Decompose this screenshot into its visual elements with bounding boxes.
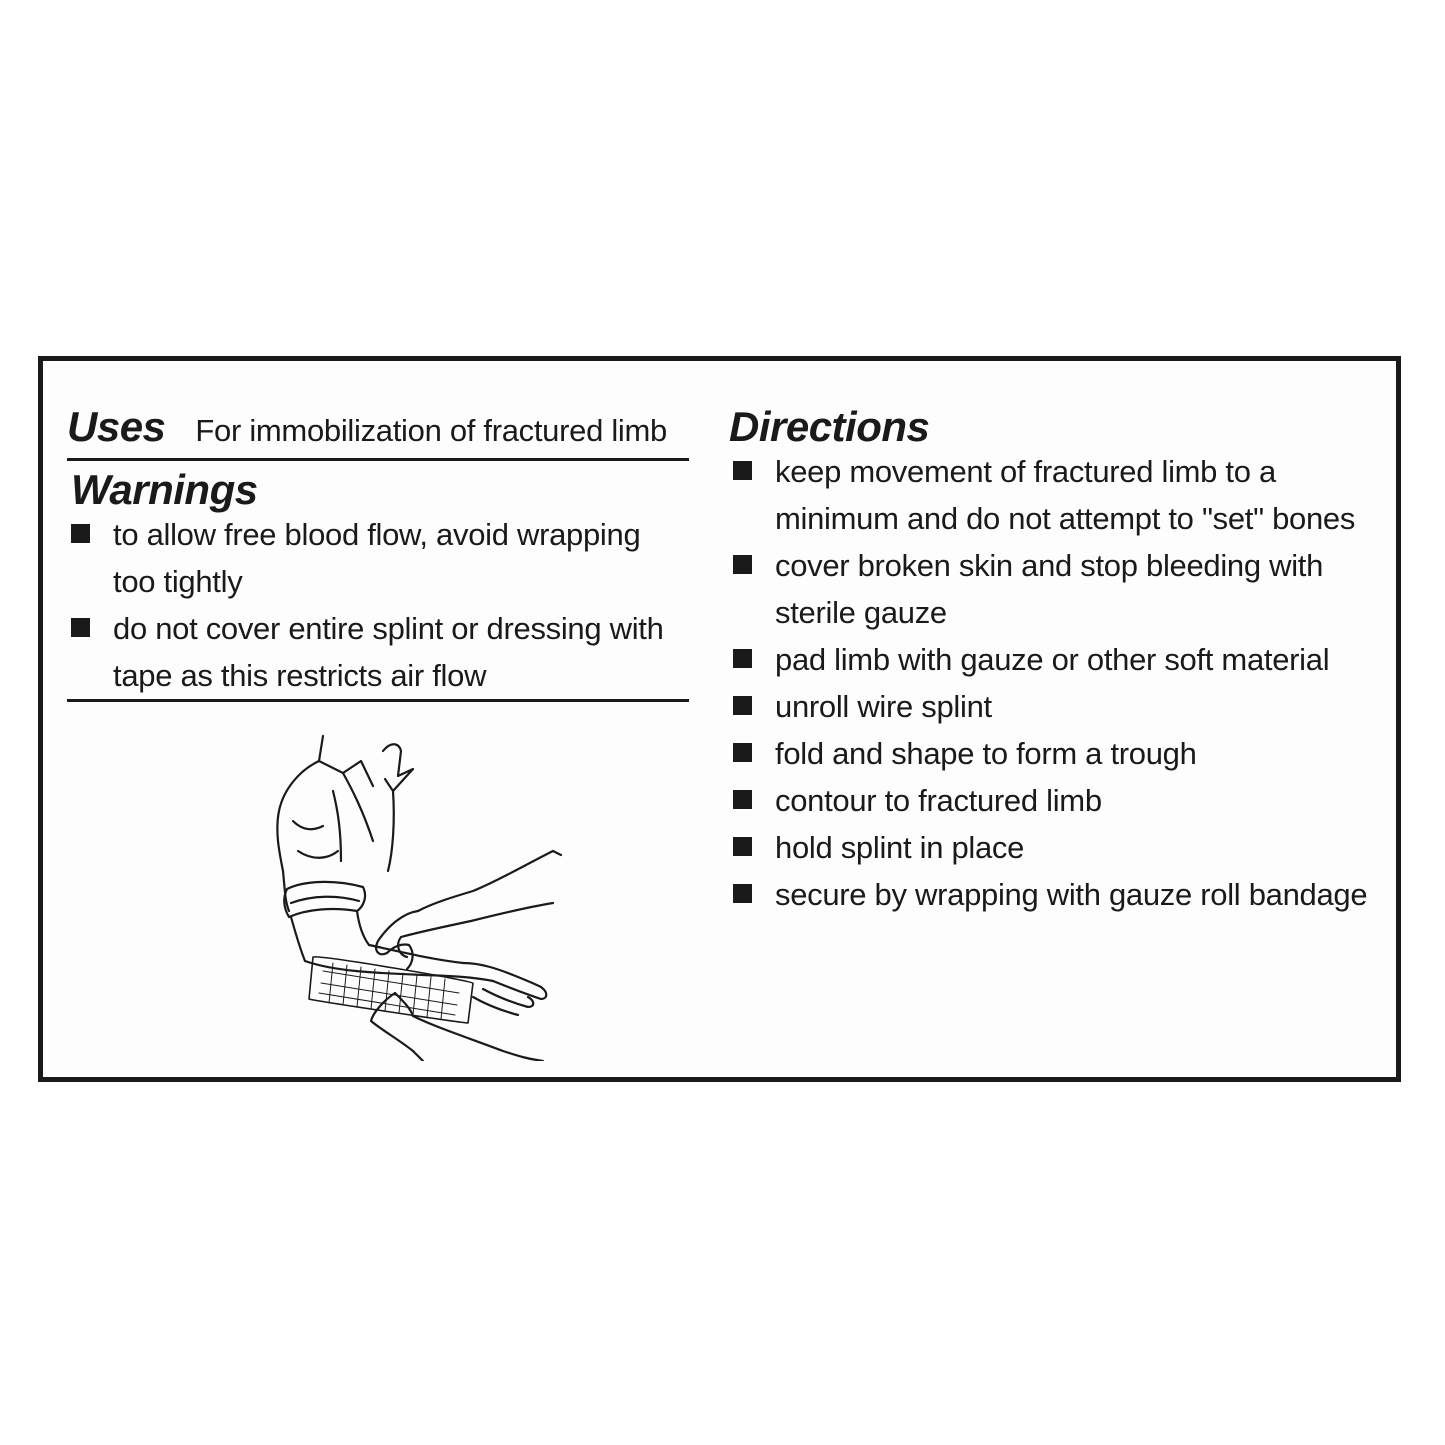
- bullet-square-icon: [71, 618, 90, 637]
- direction-item: [729, 777, 1389, 824]
- bullet-square-icon: [733, 884, 752, 903]
- left-column: [67, 403, 689, 702]
- uses-heading: Uses: [67, 403, 166, 450]
- direction-text: fold and shape to form a trough: [775, 736, 1197, 771]
- uses-text: For immobilization of fractured limb: [195, 413, 667, 448]
- direction-item: [729, 636, 1389, 683]
- splint-application-illustration-icon: [223, 731, 563, 1061]
- bullet-square-icon: [733, 555, 752, 574]
- bullet-square-icon: [733, 461, 752, 480]
- direction-text: contour to fractured limb: [775, 783, 1102, 818]
- direction-text: unroll wire splint: [775, 689, 992, 724]
- bullet-square-icon: [733, 743, 752, 762]
- directions-heading: Directions: [729, 403, 930, 450]
- direction-text: secure by wrapping with gauze roll bandage: [775, 877, 1368, 912]
- direction-text: hold splint in place: [775, 830, 1025, 865]
- warnings-heading: Warnings: [71, 466, 258, 513]
- direction-item: [729, 824, 1389, 871]
- direction-item: [729, 871, 1389, 918]
- warnings-list: [67, 511, 689, 699]
- bullet-square-icon: [733, 790, 752, 809]
- warning-item: [67, 605, 689, 699]
- divider: [67, 458, 689, 461]
- direction-text: cover broken skin and stop bleeding with sterile gauze: [775, 548, 1324, 630]
- direction-text: pad limb with gauze or other soft material: [775, 642, 1330, 677]
- drug-facts-panel: [38, 356, 1401, 1082]
- warning-item: [67, 511, 689, 605]
- bullet-square-icon: [733, 837, 752, 856]
- bullet-square-icon: [71, 524, 90, 543]
- direction-item: [729, 542, 1389, 636]
- warning-text: to allow free blood flow, avoid wrapping too tightly: [113, 517, 641, 599]
- direction-text: keep movement of fractured limb to a minimum and do not attempt to "set" bones: [775, 454, 1356, 536]
- direction-item: [729, 448, 1389, 542]
- divider: [67, 699, 689, 702]
- uses-section: [67, 403, 689, 458]
- bullet-square-icon: [733, 649, 752, 668]
- directions-list: [729, 448, 1389, 918]
- warning-text: do not cover entire splint or dressing with tape as this restricts air flow: [113, 611, 664, 693]
- direction-item: [729, 683, 1389, 730]
- right-column: [729, 403, 1389, 918]
- direction-item: [729, 730, 1389, 777]
- bullet-square-icon: [733, 696, 752, 715]
